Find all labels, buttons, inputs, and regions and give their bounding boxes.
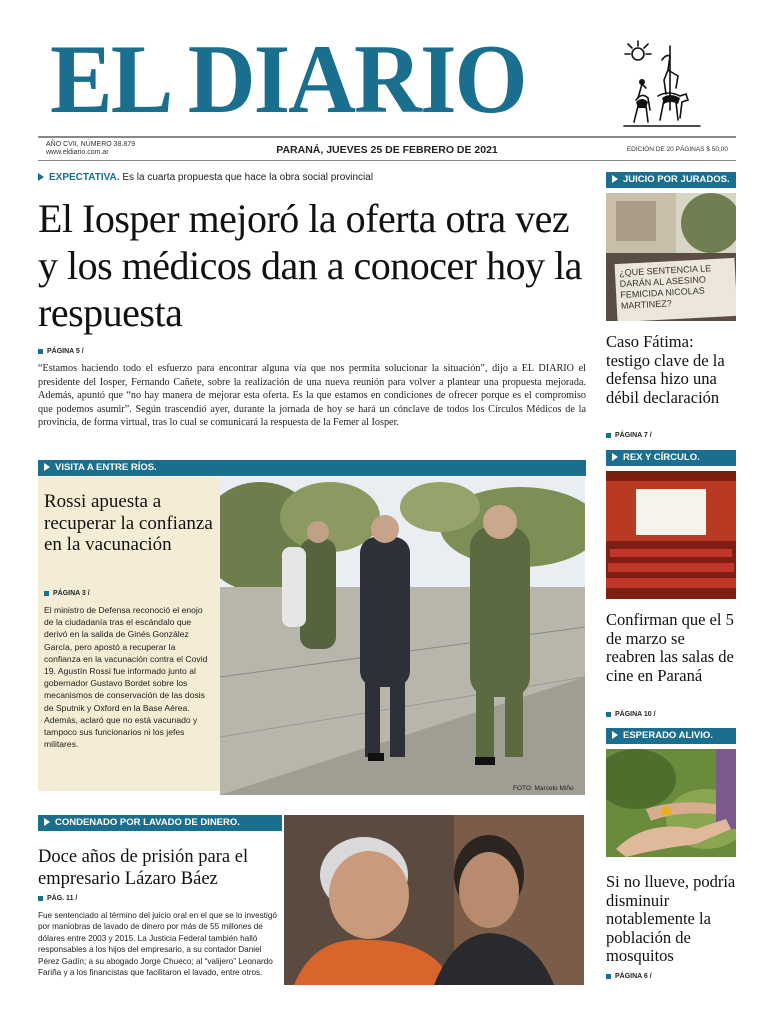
condenado-headline[interactable]: Doce años de prisión para el empresario Lázaro Báez bbox=[38, 847, 249, 889]
publication-date: PARANÁ, JUEVES 25 DE FEBRERO DE 2021 bbox=[276, 144, 498, 156]
side-headline-3[interactable]: Si no llueve, podría disminuir notablemente la población de mosquitos bbox=[606, 872, 736, 965]
section-arrow-icon bbox=[612, 731, 618, 739]
section-arrow-icon bbox=[612, 453, 618, 461]
lead-headline[interactable]: El Iosper mejoró la oferta otra vez y los médicos dan a conocer hoy la respuesta bbox=[38, 196, 582, 335]
photo-credit: FOTO: Marcelo Miño bbox=[513, 785, 574, 792]
condenado-photo[interactable] bbox=[284, 815, 584, 985]
condenado-body: Fue sentenciado al término del juicio oral en el que se lo investigó por maniobras de lavado de dinero por más de 55 millones de dólares entre 2003 y 2015. La Justicia Federal también halló responsables a los hijos del empresario, a su contador Daniel Pérez Gadín; a su abogado Jorge Chueco; al “valijero” Leonardo Fariña y a los financistas que facilitaron el lavado, entre otros. bbox=[38, 911, 277, 978]
section-label: VISITA A ENTRE RÍOS. bbox=[55, 462, 157, 473]
side-section-bar-3 bbox=[606, 728, 736, 744]
masthead-top-rule bbox=[38, 136, 736, 138]
side-page-ref-3: PÁGINA 6 / bbox=[606, 973, 652, 980]
visita-body: El ministro de Defensa reconoció el enojo de la ciudadanía tras el escándalo que derivó en la salida de Ginés González García, pero apostó a recuperar la confianza en la vacunación contra el Covid 19. Agustín Rossi fue informado junto al gobernador Gustavo Bordet sobre los mecanismos de conservación de las dosis de Sputnik y Oxford en la Base Aérea. Además, aclaró que no está vacunado y tampoco sus funcionarios ni los jefes militares. bbox=[44, 605, 208, 750]
don-quijote-logo-icon bbox=[618, 40, 708, 134]
protest-photo[interactable] bbox=[606, 193, 736, 321]
newspaper-title: EL DIARIO bbox=[50, 24, 526, 134]
side-page-ref-1: PÁGINA 7 / bbox=[606, 432, 652, 439]
kicker-text: Es la cuarta propuesta que hace la obra social provincial bbox=[122, 172, 374, 183]
section-arrow-icon bbox=[44, 463, 50, 471]
mosquito-photo[interactable] bbox=[606, 749, 736, 857]
side-headline-1[interactable]: Caso Fátima: testigo clave de la defensa hizo una débil declaración bbox=[606, 332, 725, 407]
side-page-ref-2: PÁGINA 10 / bbox=[606, 711, 656, 718]
section-label: JUICIO POR JURADOS. bbox=[623, 174, 730, 185]
edition-info: EDICIÓN DE 20 PÁGINAS $ 50,00 bbox=[626, 146, 728, 153]
section-arrow-icon bbox=[44, 818, 50, 826]
condenado-page-ref: PÁG. 11 / bbox=[38, 895, 77, 902]
masthead-bottom-rule bbox=[38, 160, 736, 161]
side-section-bar-2 bbox=[606, 450, 736, 466]
section-label: ESPERADO ALIVIO. bbox=[623, 730, 713, 741]
side-headline-2[interactable]: Confirman que el 5 de marzo se reabren las salas de cine en Paraná bbox=[606, 610, 734, 685]
protest-sign: ¿QUE SENTENCIA LE DARÁN AL ASESINO FEMICIDA NICOLAS MARTINEZ? bbox=[618, 263, 712, 311]
kicker-arrow-icon bbox=[38, 173, 44, 181]
section-label: REX Y CÍRCULO. bbox=[623, 452, 700, 463]
lead-body: “Estamos haciendo todo el esfuerzo para encontrar alguna vía que nos permita solucionar la situación”, dijo a EL DIARIO el presidente del Iosper, Fernando Cañete, sobre la realización de una nueva reunión para volver a plantear una propuesta mejorada. Además, apuntó que “no hay manera de mejorar esta oferta. Es la que estamos en condiciones de ofrecer porque es el compromiso que podemos asumir”. Según trascendió ayer, durante la jornada de hoy se hará un cónclave de todos los Círculos Médicos de la provincia, de forma virtual, tras lo cual se comunicará la respuesta de la Femer al Iosper. bbox=[38, 363, 586, 429]
visita-photo[interactable] bbox=[220, 477, 585, 795]
dateline bbox=[38, 141, 736, 161]
visita-section-bar bbox=[38, 460, 586, 476]
cinema-photo[interactable] bbox=[606, 471, 736, 599]
section-label: CONDENADO POR LAVADO DE DINERO. bbox=[55, 817, 240, 828]
side-section-bar-1 bbox=[606, 172, 736, 188]
section-arrow-icon bbox=[612, 175, 618, 183]
kicker-label: EXPECTATIVA. bbox=[49, 172, 120, 183]
lead-page-ref: PÁGINA 5 / bbox=[38, 348, 84, 355]
visita-page-ref: PÁGINA 3 / bbox=[44, 590, 90, 597]
issue-line: AÑO CVII, NÚMERO 38.879 bbox=[46, 141, 136, 148]
condenado-section-bar bbox=[38, 815, 282, 831]
lead-kicker bbox=[38, 172, 373, 183]
visita-headline[interactable]: Rossi apuesta a recuperar la confianza en la vacunación bbox=[44, 491, 213, 555]
website: www.eldiario.com.ar bbox=[46, 149, 109, 156]
